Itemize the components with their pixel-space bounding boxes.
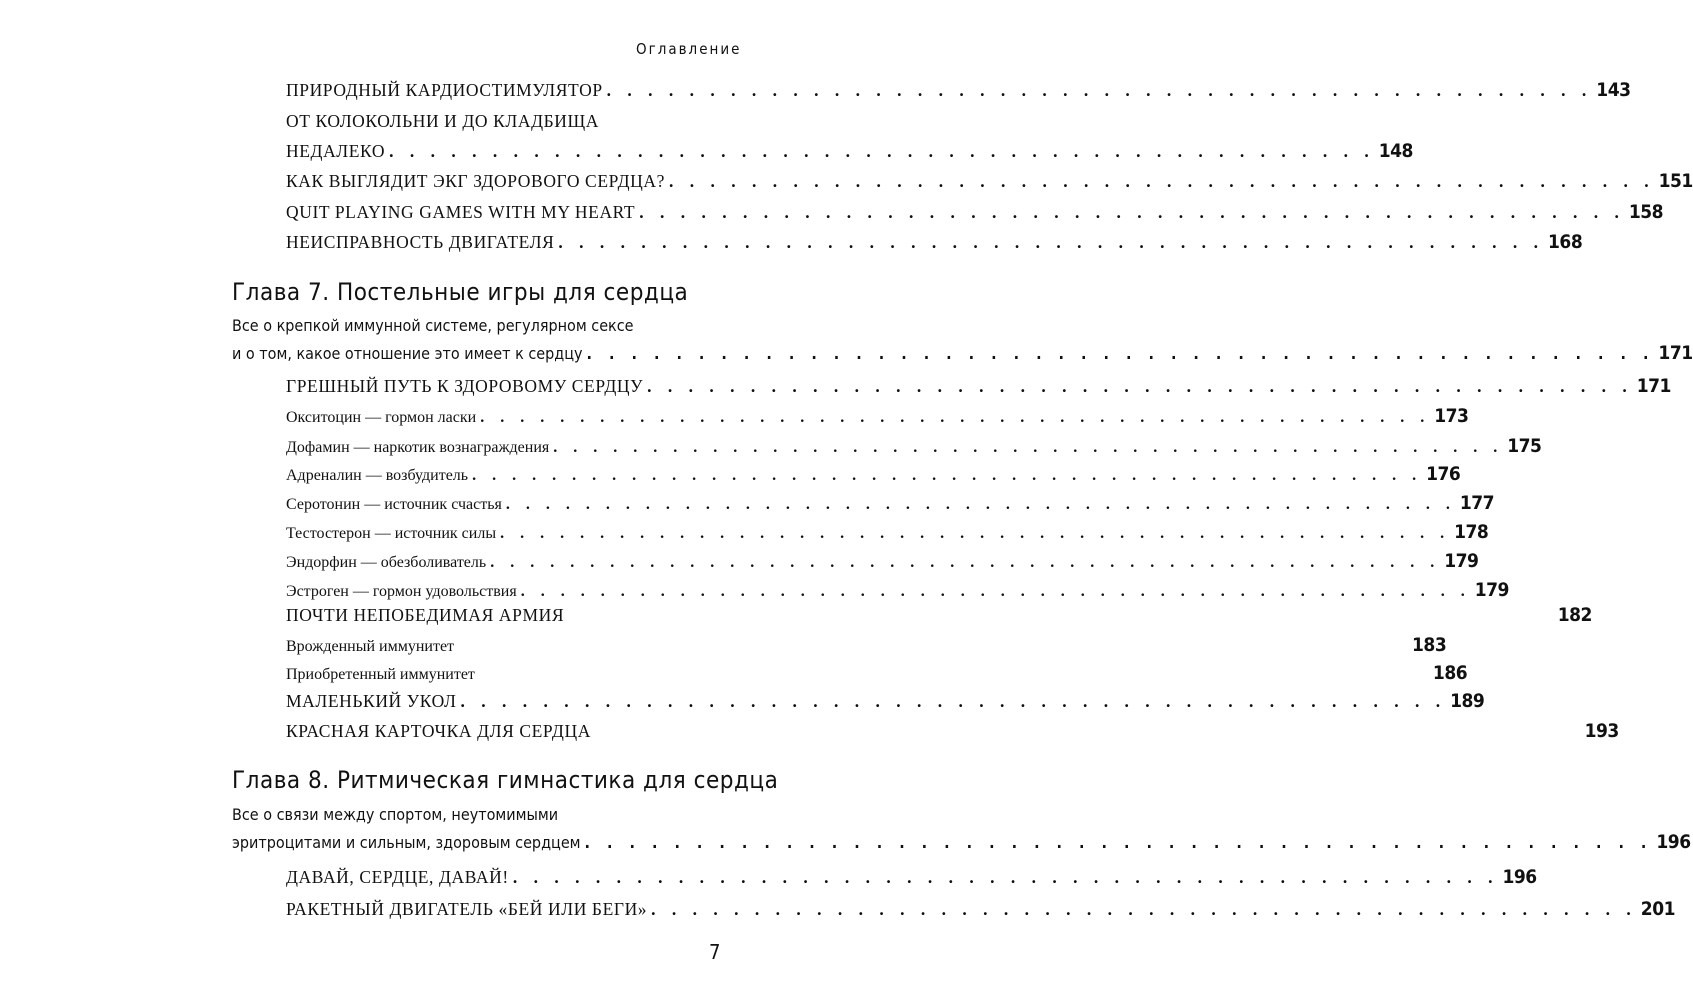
toc-entry[interactable] <box>286 405 1469 427</box>
toc-entry-page: 176 <box>1426 463 1461 485</box>
toc-entry[interactable] <box>286 720 1619 742</box>
leader-dots: . . . . . . . . . . . . . . . . . . . . . . . . . . . . . . . . . . . . . . . . . . . . . . . . <box>606 80 1593 100</box>
toc-entry-page: 177 <box>1459 492 1495 514</box>
toc-entry-title: МАЛЕНЬКИЙ УКОЛ <box>286 691 457 711</box>
leader-dots: . . . . . . . . . . . . . . . . . . . . . . . . . . . . . . . . . . . . . . . . . . . . . . . . <box>389 141 1375 161</box>
toc-entry[interactable] <box>286 201 1663 223</box>
leader-dots: . . . . . . . . . . . . . . . . . . . . . . . . . . . . . . . . . . . . . . . . . . . . . . . . <box>505 496 1456 513</box>
chapter-subtitle-line1: Все о крепкой иммунной системе, регулярном сексе <box>232 316 634 335</box>
toc-entry[interactable] <box>286 170 1693 192</box>
toc-entry-title: Серотонин — источник счастья <box>286 496 502 513</box>
toc-entry[interactable] <box>286 140 1413 162</box>
leader-dots: . . . . . . . . . . . . . . . . . . . . . . . . . . . . . . . . . . . . . . . . . . . . . . . . <box>647 376 1633 396</box>
toc-entry[interactable] <box>286 492 1495 514</box>
leader-dots: . . . . . . . . . . . . . . . . . . . . . . . . . . . . . . . . . . . . . . . . . . . . . . . . <box>586 344 1655 363</box>
toc-entry[interactable] <box>286 463 1461 485</box>
toc-entry[interactable] <box>286 634 1447 656</box>
toc-entry-title: Эстроген — гормон удовольствия <box>286 583 517 600</box>
toc-entry-page: 179 <box>1444 550 1479 572</box>
toc-entry-page: 168 <box>1548 231 1583 253</box>
toc-entry-title: КРАСНАЯ КАРТОЧКА ДЛЯ СЕРДЦА <box>286 721 591 741</box>
toc-entry-title: НЕДАЛЕКО <box>286 141 386 161</box>
toc-entry-title: ДАВАЙ, СЕРДЦЕ, ДАВАЙ! <box>286 867 509 887</box>
leader-dots: . . . . . . . . . . . . . . . . . . . . . . . . . . . . . . . . . . . . . . . . . . . . . . . . <box>500 525 1451 542</box>
toc-entry[interactable] <box>286 866 1537 888</box>
toc-entry-title: Приобретенный иммунитет <box>286 666 475 683</box>
leader-dots: . . . . . . . . . . . . . . . . . . . . . . . . . . . . . . . . . . . . . . . . . . . . . . . . <box>520 583 1471 600</box>
toc-entry-title: Эндорфин — обезболиватель <box>286 554 487 571</box>
toc-entry-page: 143 <box>1596 79 1631 101</box>
toc-entry-title: Дофамин — наркотик вознаграждения <box>286 439 550 456</box>
toc-entry-title: Врожденный иммунитет <box>286 638 455 655</box>
toc-entry[interactable] <box>286 579 1509 601</box>
toc-entry[interactable] <box>286 375 1671 397</box>
toc-entry-title: Тестостерон — источник силы <box>286 525 497 542</box>
leader-dots: . . . . . . . . . . . . . . . . . . . . . . . . . . . . . . . . . . . . . . . . . . . . . . . . <box>669 171 1655 191</box>
toc-entry[interactable] <box>286 79 1631 101</box>
page-number: 7 <box>709 940 721 964</box>
toc-entry[interactable] <box>286 550 1479 572</box>
toc-entry-page: 173 <box>1434 405 1469 427</box>
toc-entry-page: 196 <box>1502 866 1537 888</box>
leader-dots: . . . . . . . . . . . . . . . . . . . . . . . . . . . . . . . . . . . . . . . . . . . . . . . . <box>639 202 1625 222</box>
chapter-subtitle-entry[interactable] <box>232 342 1693 364</box>
toc-entry[interactable] <box>286 604 1592 626</box>
chapter-title[interactable]: Глава 7. Постельные игры для сердца <box>232 278 689 306</box>
toc-entry-page: 179 <box>1474 579 1509 601</box>
chapter-title[interactable]: Глава 8. Ритмическая гимнастика для сердца <box>232 766 779 794</box>
toc-entry-title: Адреналин — возбудитель <box>286 467 469 484</box>
chapter-subtitle-entry[interactable] <box>232 831 1691 853</box>
toc-entry-title-line1[interactable]: ОТ КОЛОКОЛЬНИ И ДО КЛАДБИЩА <box>286 111 600 131</box>
toc-entry-title: ГРЕШНЫЙ ПУТЬ К ЗДОРОВОМУ СЕРДЦУ <box>286 376 644 396</box>
toc-entry-page: 189 <box>1450 690 1485 712</box>
chapter-subtitle-line1: Все о связи между спортом, неутомимыми <box>232 805 559 824</box>
toc-entry-title: ПРИРОДНЫЙ КАРДИОСТИМУЛЯТОР <box>286 80 603 100</box>
leader-dots: . . . . . . . . . . . . . . . . . . . . . . . . . . . . . . . . . . . . . . . . . . . . . . . . <box>512 867 1499 887</box>
toc-entry-title: Окситоцин — гормон ласки <box>286 409 477 426</box>
running-header: Оглавление <box>636 40 742 58</box>
toc-entry-page: 186 <box>1432 662 1468 684</box>
toc-entry-title: КАК ВЫГЛЯДИТ ЭКГ ЗДОРОВОГО СЕРДЦА? <box>286 171 666 191</box>
toc-entry[interactable] <box>286 690 1485 712</box>
chapter-subtitle-line2: и о том, какое отношение это имеет к сердцу <box>232 344 583 363</box>
toc-entry-title: РАКЕТНЫЙ ДВИГАТЕЛЬ «БЕЙ ИЛИ БЕГИ» <box>286 899 648 919</box>
chapter-subtitle-line2: эритроцитами и сильным, здоровым сердцем <box>232 833 581 852</box>
toc-entry-page: 193 <box>1584 720 1619 742</box>
toc-entry-page: 151 <box>1658 170 1693 192</box>
toc-entry-title: ПОЧТИ НЕПОБЕДИМАЯ АРМИЯ <box>286 605 565 625</box>
leader-dots: . . . . . . . . . . . . . . . . . . . . . . . . . . . . . . . . . . . . . . . . . . . . . . . . <box>558 232 1545 252</box>
leader-dots: . . . . . . . . . . . . . . . . . . . . . . . . . . . . . . . . . . . . . . . . . . . . . . . . <box>480 409 1431 426</box>
leader-dots: . . . . . . . . . . . . . . . . . . . . . . . . . . . . . . . . . . . . . . . . . . . . . . . . <box>553 439 1504 456</box>
toc-entry-page: 148 <box>1378 140 1413 162</box>
toc-entry[interactable] <box>286 898 1675 920</box>
toc-entry-page: 175 <box>1507 435 1542 457</box>
leader-dots: . . . . . . . . . . . . . . . . . . . . . . . . . . . . . . . . . . . . . . . . . . . . . . . . <box>460 691 1447 711</box>
leader-dots: . . . . . . . . . . . . . . . . . . . . . . . . . . . . . . . . . . . . . . . . . . . . . . . . <box>472 467 1423 484</box>
leader-dots: . . . . . . . . . . . . . . . . . . . . . . . . . . . . . . . . . . . . . . . . . . . . . . . . <box>584 833 1653 852</box>
leader-dots: . . . . . . . . . . . . . . . . . . . . . . . . . . . . . . . . . . . . . . . . . . . . . . . . <box>490 554 1441 571</box>
toc-entry[interactable] <box>286 435 1542 457</box>
toc-entry-title: QUIT PLAYING GAMES WITH MY HEART <box>286 202 636 222</box>
toc-entry-page: 158 <box>1628 201 1663 223</box>
leader-dots: . . . . . . . . . . . . . . . . . . . . . . . . . . . . . . . . . . . . . . . . . . . . . . . . <box>651 899 1637 919</box>
toc-entry-page: 171 <box>1658 342 1693 364</box>
toc-entry-page: 182 <box>1557 604 1592 626</box>
toc-entry[interactable] <box>286 521 1489 543</box>
toc-entry[interactable] <box>286 662 1468 684</box>
toc-entry-page: 178 <box>1454 521 1489 543</box>
toc-entry-title: НЕИСПРАВНОСТЬ ДВИГАТЕЛЯ <box>286 232 555 252</box>
toc-entry-page: 196 <box>1656 831 1691 853</box>
toc-entry[interactable] <box>286 231 1583 253</box>
toc-entry-page: 201 <box>1640 898 1675 920</box>
toc-entry-page: 171 <box>1636 375 1671 397</box>
toc-entry-page: 183 <box>1412 634 1447 656</box>
